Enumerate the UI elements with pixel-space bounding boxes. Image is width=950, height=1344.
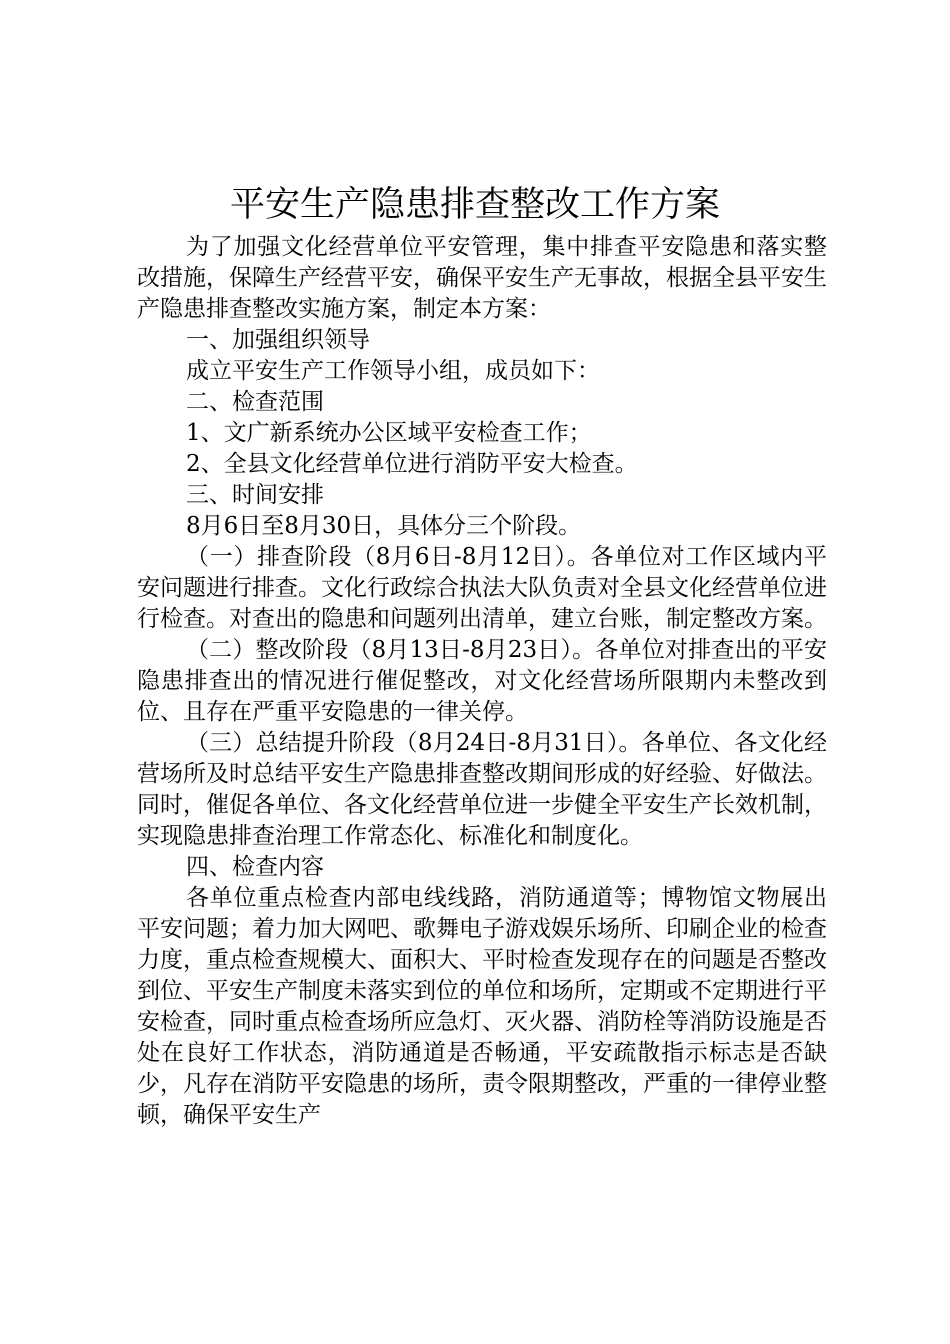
scope-item-2: 2、全县文化经营单位进行消防平安大检查。 (186, 451, 638, 477)
scope-item-1: 1、文广新系统办公区域平安检查工作； (186, 420, 592, 446)
content-paragraph: 各单位重点检查内部电线线路，消防通道等；博物馆文物展出平安问题；着力加大网吧、歌舞电子游戏娱乐场所、印刷企业的检查力度，重点检查规模大、面积大、平时检查发现存在的问题是否整改到位、平安生产制度未落实到位的单位和场所，定期或不定期进行平安检查，同时重点检查场所应急灯、灭火器、消防栓等消防设施是否处在良好工作状态，消防通道是否畅通，平安疏散指示标志是否缺少，凡存在消防平安隐患的场所，责令限期整改，严重的一律停业整顿，确保平安生产 (137, 885, 827, 1128)
section-heading-schedule: 三、时间安排 (186, 482, 324, 508)
stage-3-paragraph: （三）总结提升阶段（8月24日-8月31日）。各单位、各文化经营场所及时总结平安生产隐患排查整改期间形成的好经验、好做法。同时，催促各单位、各文化经营单位进一步健全平安生产长效机制，实现隐患排查治理工作常态化、标准化和制度化。 (137, 730, 827, 849)
paragraph-leadership-group: 成立平安生产工作领导小组，成员如下： (186, 358, 600, 384)
section-heading-content: 四、检查内容 (186, 854, 324, 880)
intro-paragraph: 为了加强文化经营单位平安管理，集中排查平安隐患和落实整改措施，保障生产经营平安，确保平安生产无事故，根据全县平安生产隐患排查整改实施方案，制定本方案： (137, 234, 827, 322)
schedule-summary: 8月6日至8月30日，具体分三个阶段。 (186, 513, 582, 539)
document-title: 平安生产隐患排查整改工作方案 (229, 185, 720, 225)
section-heading-scope: 二、检查范围 (186, 389, 324, 415)
document-body (137, 232, 827, 1131)
stage-2-paragraph: （二）整改阶段（8月13日-8月23日）。各单位对排查出的平安隐患排查出的情况进行催促整改，对文化经营场所限期内未整改到位、且存在严重平安隐患的一律关停。 (137, 637, 827, 725)
section-heading-organization: 一、加强组织领导 (186, 327, 370, 353)
stage-1-paragraph: （一）排查阶段（8月6日-8月12日）。各单位对工作区域内平安问题进行排查。文化行政综合执法大队负责对全县文化经营单位进行检查。对查出的隐患和问题列出清单，建立台账，制定整改方案。 (137, 544, 827, 632)
